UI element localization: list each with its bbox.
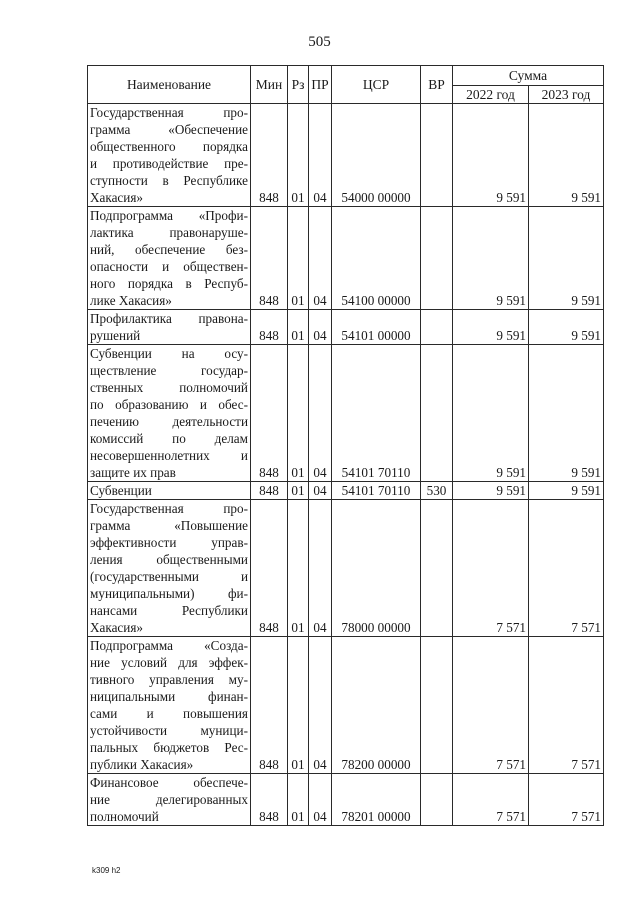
row-pr: 04 xyxy=(309,104,332,207)
row-name-line: пальных бюджетов Рес- xyxy=(90,740,248,755)
row-amount-2023: 7 571 xyxy=(529,500,604,637)
header-sum: Сумма xyxy=(453,66,604,86)
page-number: 505 xyxy=(308,34,331,50)
row-pr: 04 xyxy=(309,500,332,637)
row-name-line: сами и повышения xyxy=(90,706,248,721)
table-header xyxy=(88,66,604,104)
row-amount-2022: 7 571 xyxy=(453,500,529,637)
row-pr: 04 xyxy=(309,207,332,310)
row-name-line: ние делегированных xyxy=(90,792,248,807)
row-csr: 78200 00000 xyxy=(332,637,421,774)
row-name-line: грамма «Обеспечение xyxy=(90,122,248,137)
row-amount-2023: 9 591 xyxy=(529,345,604,482)
row-vr xyxy=(421,500,453,637)
row-vr xyxy=(421,310,453,345)
row-name-line: ществление государ- xyxy=(90,363,248,378)
row-vr xyxy=(421,774,453,826)
row-name-line: ступности в Республике xyxy=(90,173,248,188)
row-name-line: ного порядка в Респуб- xyxy=(90,276,248,291)
row-rz: 01 xyxy=(288,207,309,310)
row-rz: 01 xyxy=(288,500,309,637)
row-min: 848 xyxy=(251,637,288,774)
row-name-line: Профилактика правона- xyxy=(90,311,248,326)
row-name-line: и противодействие пре- xyxy=(90,156,248,171)
row-pr: 04 xyxy=(309,637,332,774)
row-amount-2023: 9 591 xyxy=(529,310,604,345)
row-min: 848 xyxy=(251,774,288,826)
table-body xyxy=(88,104,604,826)
row-min: 848 xyxy=(251,310,288,345)
row-csr: 78000 00000 xyxy=(332,500,421,637)
row-name-line: Подпрограмма «Профи- xyxy=(90,208,248,223)
row-vr xyxy=(421,207,453,310)
header-rz: Рз xyxy=(288,66,309,104)
row-amount-2022: 9 591 xyxy=(453,345,529,482)
row-amount-2023: 7 571 xyxy=(529,637,604,774)
row-min: 848 xyxy=(251,207,288,310)
table-row xyxy=(88,637,604,774)
row-name-line: печению деятельности xyxy=(90,414,248,429)
row-name-line: Субвенции xyxy=(90,483,152,498)
row-name-line: опасности и обществен- xyxy=(90,259,248,274)
row-name-line: Государственная про- xyxy=(90,105,248,120)
header-pr: ПР xyxy=(309,66,332,104)
row-amount-2023: 9 591 xyxy=(529,104,604,207)
row-pr: 04 xyxy=(309,310,332,345)
row-name xyxy=(88,774,251,826)
table-row xyxy=(88,104,604,207)
row-min: 848 xyxy=(251,482,288,500)
row-vr xyxy=(421,345,453,482)
row-rz: 01 xyxy=(288,482,309,500)
row-name-line: Хакасия» xyxy=(90,620,144,635)
row-name-line: лике Хакасия» xyxy=(90,293,172,308)
header-min: Мин xyxy=(251,66,288,104)
row-vr xyxy=(421,637,453,774)
row-csr: 54101 70110 xyxy=(332,482,421,500)
row-amount-2022: 9 591 xyxy=(453,207,529,310)
row-amount-2023: 9 591 xyxy=(529,207,604,310)
header-csr: ЦСР xyxy=(332,66,421,104)
table-row xyxy=(88,207,604,310)
row-amount-2022: 7 571 xyxy=(453,637,529,774)
row-amount-2022: 7 571 xyxy=(453,774,529,826)
header-vr: ВР xyxy=(421,66,453,104)
row-name-line: ний, обеспечение без- xyxy=(90,242,248,257)
row-name-line: комиссий по делам xyxy=(90,431,248,446)
row-name-line: ниципальными финан- xyxy=(90,689,248,704)
row-name-line: эффективности управ- xyxy=(90,535,248,550)
row-name-line: ления общественными xyxy=(90,552,248,567)
table-row xyxy=(88,310,604,345)
row-csr: 78201 00000 xyxy=(332,774,421,826)
row-csr: 54000 00000 xyxy=(332,104,421,207)
row-name-line: Финансовое обеспече- xyxy=(90,775,248,790)
row-name-line: общественного порядка xyxy=(90,139,248,154)
row-name-line: Подпрограмма «Созда- xyxy=(90,638,248,653)
footer-code: k309 h2 xyxy=(92,866,121,875)
row-name xyxy=(88,104,251,207)
row-amount-2022: 9 591 xyxy=(453,104,529,207)
row-csr: 54101 70110 xyxy=(332,345,421,482)
row-name-line: публики Хакасия» xyxy=(90,757,194,772)
row-pr: 04 xyxy=(309,482,332,500)
row-name-line: ственных полномочий xyxy=(90,380,248,395)
row-name xyxy=(88,637,251,774)
row-name-line: (государственными и xyxy=(90,569,248,584)
row-name xyxy=(88,207,251,310)
row-amount-2022: 9 591 xyxy=(453,482,529,500)
row-name-line: Хакасия» xyxy=(90,190,144,205)
table-row xyxy=(88,482,604,500)
row-name-line: полномочий xyxy=(90,809,159,824)
row-min: 848 xyxy=(251,500,288,637)
row-vr: 530 xyxy=(421,482,453,500)
row-min: 848 xyxy=(251,104,288,207)
row-rz: 01 xyxy=(288,637,309,774)
budget-table xyxy=(87,65,604,826)
row-min: 848 xyxy=(251,345,288,482)
header-year-2022: 2022 год xyxy=(453,86,529,104)
row-name xyxy=(88,500,251,637)
row-pr: 04 xyxy=(309,345,332,482)
row-name xyxy=(88,345,251,482)
row-name xyxy=(88,482,251,500)
row-amount-2023: 7 571 xyxy=(529,774,604,826)
row-amount-2023: 9 591 xyxy=(529,482,604,500)
row-name-line: Государственная про- xyxy=(90,501,248,516)
row-rz: 01 xyxy=(288,774,309,826)
row-name-line: несовершеннолетних и xyxy=(90,448,248,463)
table-row xyxy=(88,500,604,637)
row-name-line: ние условий для эффек- xyxy=(90,655,248,670)
row-name xyxy=(88,310,251,345)
row-name-line: грамма «Повышение xyxy=(90,518,248,533)
table-row xyxy=(88,345,604,482)
row-rz: 01 xyxy=(288,345,309,482)
row-name-line: муниципальными) фи- xyxy=(90,586,248,601)
row-csr: 54101 00000 xyxy=(332,310,421,345)
row-name-line: по образованию и обес- xyxy=(90,397,248,412)
row-name-line: устойчивости муници- xyxy=(90,723,248,738)
row-name-line: Субвенции на осу- xyxy=(90,346,248,361)
row-name-line: нансами Республики xyxy=(90,603,248,618)
row-rz: 01 xyxy=(288,310,309,345)
header-year-2023: 2023 год xyxy=(529,86,604,104)
row-pr: 04 xyxy=(309,774,332,826)
row-name-line: тивного управления му- xyxy=(90,672,248,687)
row-name-line: рушений xyxy=(90,328,141,343)
row-name-line: защите их прав xyxy=(90,465,176,480)
row-csr: 54100 00000 xyxy=(332,207,421,310)
row-rz: 01 xyxy=(288,104,309,207)
row-name-line: лактика правонаруше- xyxy=(90,225,248,240)
row-amount-2022: 9 591 xyxy=(453,310,529,345)
row-vr xyxy=(421,104,453,207)
header-name: Наименование xyxy=(88,66,251,104)
table-row xyxy=(88,774,604,826)
